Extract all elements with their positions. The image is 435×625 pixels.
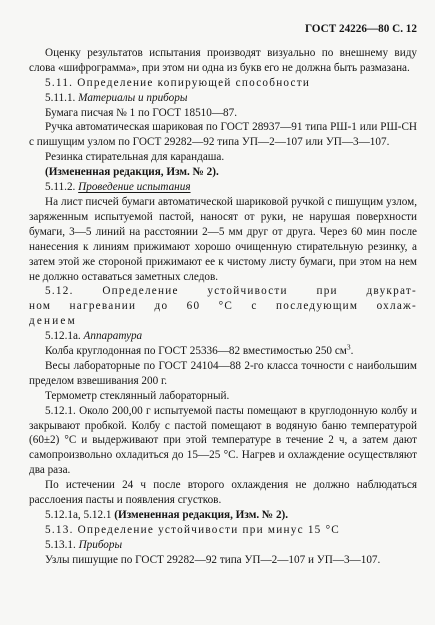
item-paper: Бумага писчая № 1 по ГОСТ 18510—87. xyxy=(45,106,238,119)
section-5-12-1a-heading xyxy=(29,329,417,344)
paragraph-after-cooling: По истечении 24 ч после второго охлаждения не должно наблюдаться расслоения пасты и появления сгустков. xyxy=(29,479,417,507)
edit-note-2-text: (Измененная редакция, Изм. № 2). xyxy=(114,509,289,521)
item-flask-text: Колба круглодонная по ГОСТ 25336—82 вместимостью 250 см xyxy=(45,345,347,358)
item-flask-end: . xyxy=(350,345,354,358)
section-5-11-1-heading xyxy=(29,91,417,106)
edit-note-1: (Измененная редакция, Изм. № 2). xyxy=(45,166,219,179)
section-5-12-heading-line-2: ном нагревании до 60 °С с последующим охлаж- xyxy=(29,300,417,313)
section-5-13-1-number: 5.13.1. xyxy=(45,538,79,551)
item-pen: Ручка автоматическая шариковая по ГОСТ 28937—91 типа РШ-1 или РШ-СН с пишущим узлом по ГОСТ 29282—92 типа УП—2—107 или УП—3—107. xyxy=(29,121,417,149)
section-5-11-1-number: 5.11.1. xyxy=(45,91,79,104)
section-5-11-2-number: 5.11.2. xyxy=(45,181,79,194)
item-writing-units: Узлы пишущие по ГОСТ 29282—92 типа УП—2—107 и УП—3—107. xyxy=(45,553,381,566)
item-thermometer: Термометр стеклянный лабораторный. xyxy=(45,389,230,402)
section-5-13-1-heading xyxy=(29,538,417,553)
section-5-13-heading: 5.13. Определение устойчивости при минус 15 °С xyxy=(45,523,340,536)
section-5-11-heading: 5.11. Определение копирующей способности xyxy=(45,76,311,89)
section-5-12-heading-line-3: дением xyxy=(29,315,77,328)
edit-note-2 xyxy=(29,508,417,523)
section-5-12-heading-line-1: 5.12. Определение устойчивости при двукрат- xyxy=(45,285,417,298)
section-5-12-1a-number: 5.12.1а. xyxy=(45,330,84,343)
page-header: ГОСТ 24226—80 С. 12 xyxy=(304,23,417,35)
edit-note-2-prefix: 5.12.1а, 5.12.1 xyxy=(45,509,115,521)
section-5-11-2-heading xyxy=(29,180,417,195)
item-eraser: Резинка стирательная для карандаша. xyxy=(45,151,225,164)
section-5-12-1a-title: Аппаратура xyxy=(83,330,143,343)
item-scales: Весы лабораторные по ГОСТ 24104—88 2-го класса точности с наибольшим пределом взвешивания 200 г. xyxy=(29,359,417,387)
section-5-11-2-title: Проведение испытания xyxy=(78,181,191,194)
section-5-13-1-title: Приборы xyxy=(78,538,123,551)
paragraph-test-procedure: На лист писчей бумаги автоматической шариковой ручкой с пишущим узлом, заряженным испытуемой пастой, наносят от руки, не нарушая поверхности бумаги, 3—5 линий на расстоянии 2—5 мм друг от друга. Через 60 мин после нанесения к линиям прижимают хорошо очищенную стирательную резинку, а затем этой же стороной прижимают ее к чистому листу бумаги, при этом на нем не должно оставаться заметных следов. xyxy=(29,195,417,283)
item-flask-superscript: 3 xyxy=(346,342,351,352)
paragraph-evaluation: Оценку результатов испытания производят визуально по внешнему виду слова «шифрограмма», при этом ни одна из букв его не должна быть размазана. xyxy=(29,46,417,74)
section-5-11-1-title: Материалы и приборы xyxy=(78,91,188,104)
paragraph-5-12-1: 5.12.1. Около 200,00 г испытуемой пасты помещают в круглодонную колбу и закрывают пробкой. Колбу с пастой помещают в водяную баню температурой (60±2) °С и выдерживают при этой температуре в течение 2 ч, а затем дают самопроизвольно охладиться до 15—25 °С. Нагрев и охлаждение осуществляют два раза. xyxy=(29,404,417,477)
item-flask xyxy=(29,344,417,359)
